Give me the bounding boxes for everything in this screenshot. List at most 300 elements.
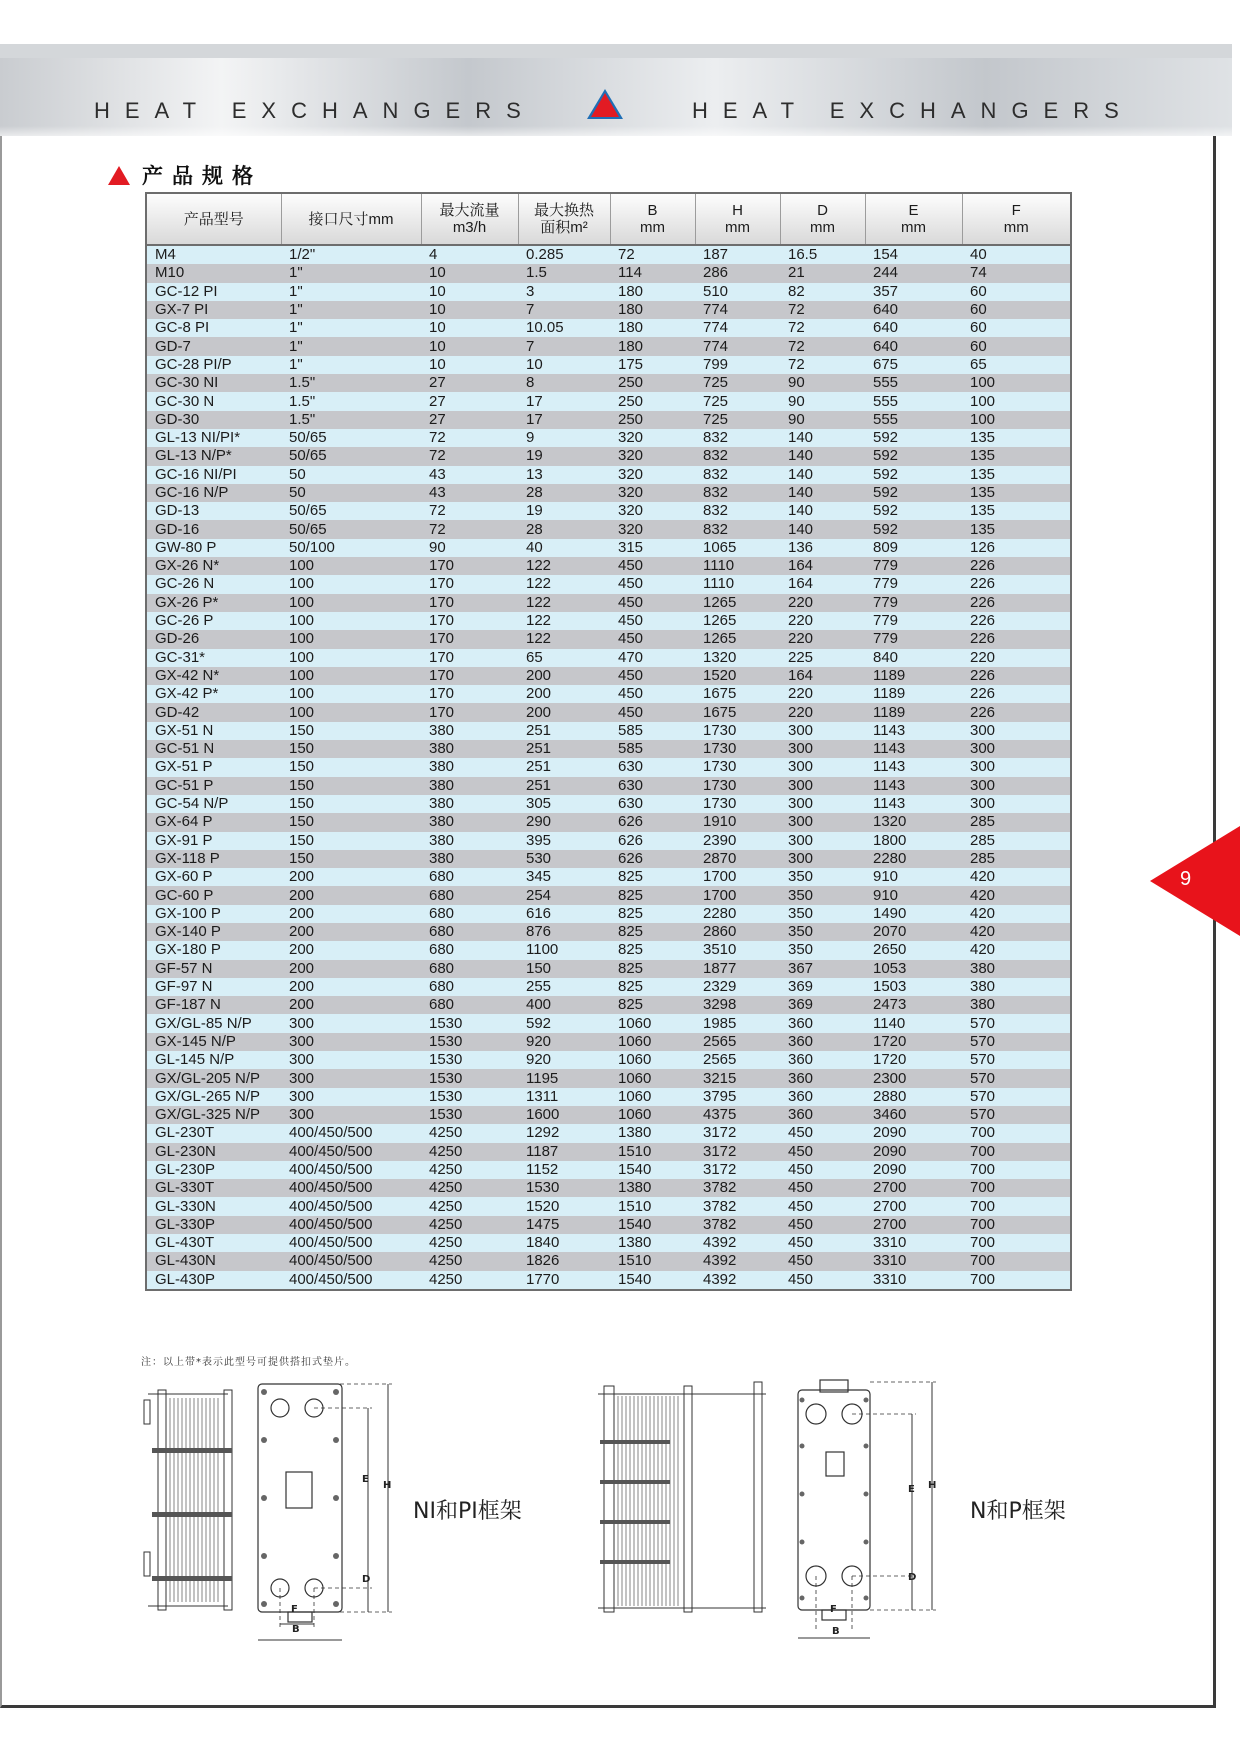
table-cell: 220 bbox=[780, 630, 865, 648]
table-cell: 626 bbox=[610, 813, 695, 831]
table-cell: 1060 bbox=[610, 1069, 695, 1087]
table-cell: 1060 bbox=[610, 1088, 695, 1106]
table-cell: 380 bbox=[962, 960, 1071, 978]
table-cell: 4250 bbox=[421, 1124, 518, 1142]
table-cell: 774 bbox=[695, 319, 780, 337]
table-cell: 300 bbox=[962, 740, 1071, 758]
table-cell: 3298 bbox=[695, 996, 780, 1014]
table-cell: 2700 bbox=[865, 1197, 962, 1215]
table-cell: GX-145 N/P bbox=[146, 1033, 281, 1051]
table-cell: 72 bbox=[421, 520, 518, 538]
table-cell: 832 bbox=[695, 502, 780, 520]
table-cell: 825 bbox=[610, 923, 695, 941]
table-row bbox=[146, 319, 1071, 337]
table-cell: 72 bbox=[780, 356, 865, 374]
table-cell: 350 bbox=[780, 886, 865, 904]
table-cell: 19 bbox=[518, 447, 610, 465]
table-cell: 420 bbox=[962, 923, 1071, 941]
table-cell: 1530 bbox=[421, 1069, 518, 1087]
table-cell: GC-51 N bbox=[146, 740, 281, 758]
table-cell: GD-30 bbox=[146, 411, 281, 429]
table-cell: 74 bbox=[962, 264, 1071, 282]
table-cell: GL-13 NI/PI* bbox=[146, 429, 281, 447]
column-header-text: D bbox=[817, 202, 828, 219]
table-cell: 100 bbox=[962, 411, 1071, 429]
table-cell: 170 bbox=[421, 575, 518, 593]
table-cell: 60 bbox=[962, 337, 1071, 355]
table-cell: 774 bbox=[695, 301, 780, 319]
table-cell: 779 bbox=[865, 630, 962, 648]
table-cell: 40 bbox=[962, 245, 1071, 264]
table-cell: 170 bbox=[421, 649, 518, 667]
table-cell: 200 bbox=[281, 960, 421, 978]
table-cell: 27 bbox=[421, 392, 518, 410]
table-cell: 380 bbox=[962, 978, 1071, 996]
column-header bbox=[518, 193, 610, 245]
table-row bbox=[146, 886, 1071, 904]
table-cell: 60 bbox=[962, 301, 1071, 319]
table-row bbox=[146, 1124, 1071, 1142]
table-row bbox=[146, 1069, 1071, 1087]
table-cell: 450 bbox=[610, 685, 695, 703]
table-row bbox=[146, 813, 1071, 831]
table-cell: 1700 bbox=[695, 886, 780, 904]
table-cell: 65 bbox=[518, 649, 610, 667]
table-cell: GX-91 P bbox=[146, 832, 281, 850]
table-cell: 200 bbox=[518, 685, 610, 703]
table-cell: 400/450/500 bbox=[281, 1271, 421, 1290]
column-header-text: m3/h bbox=[452, 219, 487, 236]
table-cell: 300 bbox=[281, 1051, 421, 1069]
table-cell: 3 bbox=[518, 283, 610, 301]
table-cell: 1675 bbox=[695, 703, 780, 721]
table-row bbox=[146, 685, 1071, 703]
table-cell: 140 bbox=[780, 466, 865, 484]
table-cell: 170 bbox=[421, 630, 518, 648]
table-cell: 570 bbox=[962, 1051, 1071, 1069]
table-cell: 400/450/500 bbox=[281, 1197, 421, 1215]
table-cell: GL-13 N/P* bbox=[146, 447, 281, 465]
table-cell: 450 bbox=[610, 557, 695, 575]
table-cell: 3782 bbox=[695, 1179, 780, 1197]
table-cell: 135 bbox=[962, 429, 1071, 447]
table-cell: 1530 bbox=[421, 1088, 518, 1106]
table-cell: 360 bbox=[780, 1069, 865, 1087]
table-cell: 1530 bbox=[421, 1014, 518, 1032]
table-row bbox=[146, 466, 1071, 484]
table-cell: 779 bbox=[865, 575, 962, 593]
table-cell: GF-57 N bbox=[146, 960, 281, 978]
table-row bbox=[146, 356, 1071, 374]
table-cell: GX/GL-85 N/P bbox=[146, 1014, 281, 1032]
table-cell: 470 bbox=[610, 649, 695, 667]
table-row bbox=[146, 703, 1071, 721]
table-cell: 3172 bbox=[695, 1161, 780, 1179]
table-cell: 150 bbox=[281, 740, 421, 758]
table-cell: 164 bbox=[780, 557, 865, 575]
table-cell: 400 bbox=[518, 996, 610, 1014]
dim-label-f-left: F bbox=[291, 1604, 298, 1615]
table-cell: 226 bbox=[962, 630, 1071, 648]
table-cell: 700 bbox=[962, 1179, 1071, 1197]
table-cell: GL-330N bbox=[146, 1197, 281, 1215]
table-row bbox=[146, 245, 1071, 264]
table-cell: 286 bbox=[695, 264, 780, 282]
table-cell: 10 bbox=[421, 337, 518, 355]
table-cell: 4392 bbox=[695, 1234, 780, 1252]
table-cell: GX-7 PI bbox=[146, 301, 281, 319]
table-cell: 1143 bbox=[865, 758, 962, 776]
table-cell: 220 bbox=[962, 649, 1071, 667]
table-cell: 530 bbox=[518, 850, 610, 868]
table-cell: 164 bbox=[780, 667, 865, 685]
table-cell: 1730 bbox=[695, 777, 780, 795]
table-row bbox=[146, 502, 1071, 520]
column-header-text: mm bbox=[725, 219, 750, 236]
table-cell: 585 bbox=[610, 722, 695, 740]
table-cell: 450 bbox=[780, 1124, 865, 1142]
table-cell: 1600 bbox=[518, 1106, 610, 1124]
table-cell: 320 bbox=[610, 429, 695, 447]
dim-label-h-left: H bbox=[383, 1480, 392, 1491]
table-cell: 640 bbox=[865, 337, 962, 355]
table-cell: 1311 bbox=[518, 1088, 610, 1106]
table-cell: 290 bbox=[518, 813, 610, 831]
table-cell: 592 bbox=[865, 466, 962, 484]
table-cell: 680 bbox=[421, 978, 518, 996]
table-cell: 100 bbox=[281, 575, 421, 593]
table-cell: M4 bbox=[146, 245, 281, 264]
table-cell: 100 bbox=[281, 667, 421, 685]
table-cell: 380 bbox=[962, 996, 1071, 1014]
table-cell: 220 bbox=[780, 612, 865, 630]
table-cell: 1380 bbox=[610, 1179, 695, 1197]
table-cell: 1770 bbox=[518, 1271, 610, 1290]
table-cell: 100 bbox=[281, 557, 421, 575]
table-cell: 832 bbox=[695, 447, 780, 465]
table-cell: 1720 bbox=[865, 1033, 962, 1051]
table-cell: 3795 bbox=[695, 1088, 780, 1106]
table-cell: 630 bbox=[610, 777, 695, 795]
table-cell: 630 bbox=[610, 795, 695, 813]
table-cell: 825 bbox=[610, 868, 695, 886]
table-cell: 825 bbox=[610, 886, 695, 904]
table-cell: 1" bbox=[281, 264, 421, 282]
table-cell: 28 bbox=[518, 520, 610, 538]
table-cell: 1985 bbox=[695, 1014, 780, 1032]
table-cell: 320 bbox=[610, 466, 695, 484]
table-cell: 910 bbox=[865, 886, 962, 904]
table-cell: 135 bbox=[962, 520, 1071, 538]
table-cell: 315 bbox=[610, 539, 695, 557]
table-cell: 1475 bbox=[518, 1216, 610, 1234]
table-cell: 1540 bbox=[610, 1161, 695, 1179]
table-cell: 380 bbox=[421, 832, 518, 850]
table-row bbox=[146, 1161, 1071, 1179]
table-cell: GX/GL-265 N/P bbox=[146, 1088, 281, 1106]
table-cell: GD-26 bbox=[146, 630, 281, 648]
table-cell: 1320 bbox=[865, 813, 962, 831]
column-header-text: 最大换热 bbox=[533, 202, 594, 219]
table-cell: GX-118 P bbox=[146, 850, 281, 868]
table-cell: GL-230P bbox=[146, 1161, 281, 1179]
table-cell: 50/65 bbox=[281, 502, 421, 520]
table-cell: 140 bbox=[780, 520, 865, 538]
table-cell: 4250 bbox=[421, 1252, 518, 1270]
table-cell: 680 bbox=[421, 905, 518, 923]
table-cell: 4250 bbox=[421, 1179, 518, 1197]
table-cell: 180 bbox=[610, 283, 695, 301]
table-cell: GL-430P bbox=[146, 1271, 281, 1290]
table-cell: 90 bbox=[780, 374, 865, 392]
table-cell: 1" bbox=[281, 319, 421, 337]
dim-label-b-left: B bbox=[292, 1624, 300, 1635]
table-cell: 1265 bbox=[695, 594, 780, 612]
table-row bbox=[146, 594, 1071, 612]
table-cell: 350 bbox=[780, 923, 865, 941]
table-cell: 1265 bbox=[695, 630, 780, 648]
table-cell: 1195 bbox=[518, 1069, 610, 1087]
table-cell: 226 bbox=[962, 575, 1071, 593]
table-cell: 50/65 bbox=[281, 447, 421, 465]
table-cell: 700 bbox=[962, 1161, 1071, 1179]
table-cell: 2090 bbox=[865, 1143, 962, 1161]
table-cell: 1265 bbox=[695, 612, 780, 630]
table-cell: 200 bbox=[281, 978, 421, 996]
table-cell: 1675 bbox=[695, 685, 780, 703]
table-cell: GL-430N bbox=[146, 1252, 281, 1270]
spec-table bbox=[145, 192, 1072, 1291]
table-cell: 50/100 bbox=[281, 539, 421, 557]
table-cell: 2280 bbox=[695, 905, 780, 923]
table-cell: 220 bbox=[780, 594, 865, 612]
table-cell: 3310 bbox=[865, 1252, 962, 1270]
table-cell: 9 bbox=[518, 429, 610, 447]
column-header bbox=[962, 193, 1071, 245]
table-cell: 1189 bbox=[865, 667, 962, 685]
table-cell: 832 bbox=[695, 520, 780, 538]
table-row bbox=[146, 264, 1071, 282]
table-cell: GX-42 N* bbox=[146, 667, 281, 685]
table-cell: 570 bbox=[962, 1014, 1071, 1032]
table-row bbox=[146, 667, 1071, 685]
table-cell: 300 bbox=[962, 758, 1071, 776]
table-cell: GX-26 N* bbox=[146, 557, 281, 575]
table-cell: 1.5" bbox=[281, 411, 421, 429]
table-cell: 630 bbox=[610, 758, 695, 776]
table-cell: 592 bbox=[865, 429, 962, 447]
ni-pi-frame-label: NI和PI框架 bbox=[413, 1499, 522, 1524]
table-cell: 920 bbox=[518, 1051, 610, 1069]
table-cell: 10 bbox=[421, 301, 518, 319]
table-cell: 369 bbox=[780, 996, 865, 1014]
table-cell: 1730 bbox=[695, 722, 780, 740]
table-cell: 250 bbox=[610, 392, 695, 410]
table-cell: 825 bbox=[610, 978, 695, 996]
table-row bbox=[146, 868, 1071, 886]
table-cell: 1700 bbox=[695, 868, 780, 886]
table-cell: 170 bbox=[421, 612, 518, 630]
dim-label-e-right: E bbox=[908, 1484, 915, 1495]
table-cell: 4250 bbox=[421, 1197, 518, 1215]
table-cell: 100 bbox=[962, 392, 1071, 410]
table-cell: 700 bbox=[962, 1143, 1071, 1161]
table-cell: 825 bbox=[610, 996, 695, 1014]
column-header-text: mm bbox=[640, 219, 665, 236]
table-cell: 60 bbox=[962, 319, 1071, 337]
table-cell: 570 bbox=[962, 1069, 1071, 1087]
table-row bbox=[146, 374, 1071, 392]
table-cell: 1530 bbox=[421, 1051, 518, 1069]
table-cell: 1060 bbox=[610, 1033, 695, 1051]
table-cell: 1189 bbox=[865, 703, 962, 721]
table-cell: 226 bbox=[962, 557, 1071, 575]
table-cell: 779 bbox=[865, 594, 962, 612]
table-cell: 910 bbox=[865, 868, 962, 886]
table-cell: 150 bbox=[281, 850, 421, 868]
table-cell: 300 bbox=[281, 1014, 421, 1032]
table-cell: 300 bbox=[281, 1106, 421, 1124]
table-cell: GC-31* bbox=[146, 649, 281, 667]
table-cell: 1503 bbox=[865, 978, 962, 996]
table-cell: 360 bbox=[780, 1033, 865, 1051]
table-cell: 1530 bbox=[421, 1106, 518, 1124]
table-row bbox=[146, 1051, 1071, 1069]
table-cell: 2090 bbox=[865, 1124, 962, 1142]
table-cell: 7 bbox=[518, 337, 610, 355]
table-cell: 640 bbox=[865, 301, 962, 319]
table-cell: 175 bbox=[610, 356, 695, 374]
table-cell: 10 bbox=[421, 264, 518, 282]
table-cell: 300 bbox=[780, 795, 865, 813]
table-cell: 10 bbox=[421, 283, 518, 301]
table-cell: 1143 bbox=[865, 777, 962, 795]
n-p-frame-diagram bbox=[594, 1376, 964, 1646]
table-cell: 680 bbox=[421, 886, 518, 904]
table-cell: 570 bbox=[962, 1088, 1071, 1106]
table-row bbox=[146, 630, 1071, 648]
table-cell: 3782 bbox=[695, 1216, 780, 1234]
table-cell: 10.05 bbox=[518, 319, 610, 337]
table-cell: GX/GL-325 N/P bbox=[146, 1106, 281, 1124]
table-cell: 1380 bbox=[610, 1124, 695, 1142]
table-cell: 1380 bbox=[610, 1234, 695, 1252]
column-header-text: B bbox=[647, 202, 658, 219]
table-cell: 17 bbox=[518, 411, 610, 429]
table-cell: 251 bbox=[518, 722, 610, 740]
triangle-bullet-icon bbox=[108, 166, 130, 185]
column-header-text: mm bbox=[1003, 219, 1029, 236]
table-cell: 585 bbox=[610, 740, 695, 758]
table-cell: 150 bbox=[518, 960, 610, 978]
table-cell: 4250 bbox=[421, 1216, 518, 1234]
table-cell: 2280 bbox=[865, 850, 962, 868]
table-cell: 170 bbox=[421, 703, 518, 721]
company-logo-icon bbox=[586, 88, 624, 120]
table-row bbox=[146, 337, 1071, 355]
table-cell: GX-64 P bbox=[146, 813, 281, 831]
table-cell: 680 bbox=[421, 996, 518, 1014]
table-cell: 226 bbox=[962, 703, 1071, 721]
table-cell: 592 bbox=[518, 1014, 610, 1032]
table-cell: 450 bbox=[780, 1216, 865, 1234]
table-cell: 350 bbox=[780, 868, 865, 886]
table-cell: 380 bbox=[421, 722, 518, 740]
table-cell: 10 bbox=[518, 356, 610, 374]
table-cell: M10 bbox=[146, 264, 281, 282]
table-row bbox=[146, 520, 1071, 538]
table-cell: 2090 bbox=[865, 1161, 962, 1179]
table-body bbox=[146, 245, 1071, 1290]
table-cell: 1826 bbox=[518, 1252, 610, 1270]
table-cell: 1840 bbox=[518, 1234, 610, 1252]
table-row bbox=[146, 1143, 1071, 1161]
table-cell: 1143 bbox=[865, 795, 962, 813]
table-cell: 100 bbox=[281, 685, 421, 703]
table-cell: 300 bbox=[780, 832, 865, 850]
dim-label-b-right: B bbox=[832, 1626, 840, 1637]
column-header bbox=[610, 193, 695, 245]
table-cell: 395 bbox=[518, 832, 610, 850]
table-cell: 40 bbox=[518, 539, 610, 557]
table-cell: 140 bbox=[780, 484, 865, 502]
table-cell: 300 bbox=[780, 850, 865, 868]
table-cell: 1140 bbox=[865, 1014, 962, 1032]
table-cell: 360 bbox=[780, 1088, 865, 1106]
table-row bbox=[146, 392, 1071, 410]
table-cell: GL-330P bbox=[146, 1216, 281, 1234]
table-cell: 616 bbox=[518, 905, 610, 923]
table-cell: 832 bbox=[695, 484, 780, 502]
table-row bbox=[146, 484, 1071, 502]
table-cell: 3310 bbox=[865, 1234, 962, 1252]
table-cell: 150 bbox=[281, 722, 421, 740]
table-cell: 1187 bbox=[518, 1143, 610, 1161]
column-header-text: 产品型号 bbox=[183, 210, 244, 228]
table-row bbox=[146, 1014, 1071, 1032]
table-cell: 226 bbox=[962, 667, 1071, 685]
table-cell: 675 bbox=[865, 356, 962, 374]
table-cell: 367 bbox=[780, 960, 865, 978]
table-cell: 135 bbox=[962, 447, 1071, 465]
table-cell: 200 bbox=[281, 868, 421, 886]
table-cell: 400/450/500 bbox=[281, 1161, 421, 1179]
table-row bbox=[146, 1179, 1071, 1197]
table-cell: 4392 bbox=[695, 1271, 780, 1290]
table-cell: 450 bbox=[610, 667, 695, 685]
table-cell: GC-28 PI/P bbox=[146, 356, 281, 374]
table-row bbox=[146, 758, 1071, 776]
table-cell: 570 bbox=[962, 1033, 1071, 1051]
table-cell: 100 bbox=[281, 630, 421, 648]
page-tab-icon bbox=[1150, 826, 1240, 936]
table-cell: 170 bbox=[421, 594, 518, 612]
table-cell: 832 bbox=[695, 466, 780, 484]
table-cell: 300 bbox=[962, 795, 1071, 813]
table-cell: GD-13 bbox=[146, 502, 281, 520]
table-row bbox=[146, 996, 1071, 1014]
table-cell: 357 bbox=[865, 283, 962, 301]
table-row bbox=[146, 923, 1071, 941]
table-cell: 114 bbox=[610, 264, 695, 282]
table-cell: 21 bbox=[780, 264, 865, 282]
table-cell: 1065 bbox=[695, 539, 780, 557]
table-cell: GX-180 P bbox=[146, 941, 281, 959]
table-cell: 300 bbox=[962, 722, 1071, 740]
table-cell: 640 bbox=[865, 319, 962, 337]
table-cell: 220 bbox=[780, 703, 865, 721]
table-cell: 3460 bbox=[865, 1106, 962, 1124]
